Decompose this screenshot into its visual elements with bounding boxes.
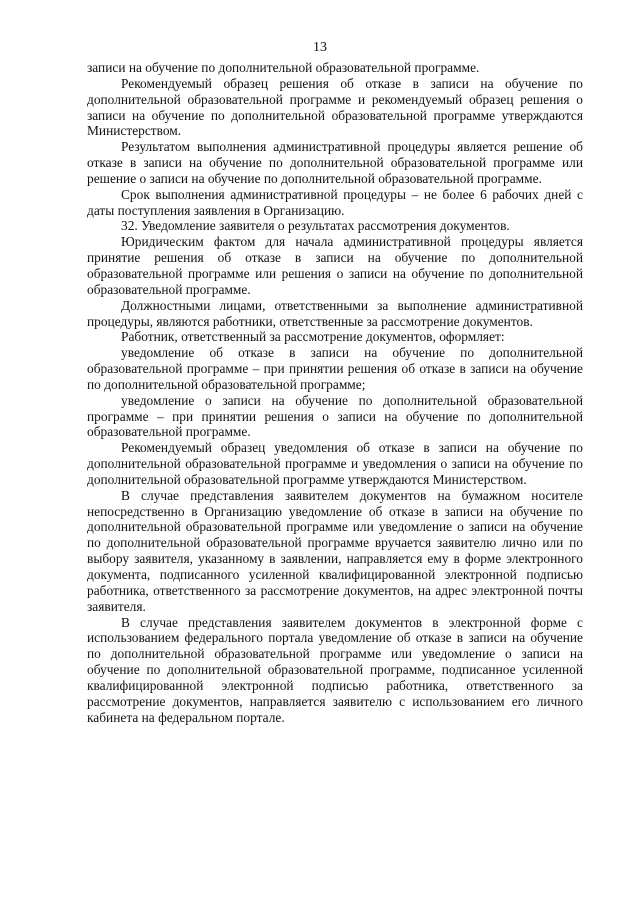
paragraph-enrollment-notice: уведомление о записи на обучение по дополнительной образовательной программе – при принятии решения о записи на обучение по дополнительной образовательной программе. — [87, 392, 583, 440]
paragraph-continuation: записи на обучение по дополнительной образовательной программе. — [87, 60, 480, 75]
paragraph-officials: Должностными лицами, ответственными за выполнение административной процедуры, являются работники, ответственные за рассмотрение документов. — [87, 297, 583, 329]
paragraph-sample-decision: Рекомендуемый образец решения об отказе в записи на обучение по дополнительной образовательной программе и рекомендуемый образец решения о записи на обучение по дополнительной образовательной программе утверждаются Министерством. — [87, 75, 583, 139]
page-number: 13 — [313, 40, 327, 55]
body-text — [87, 60, 583, 725]
paragraph-procedure-result: Результатом выполнения административной процедуры является решение об отказе в записи на обучение по дополнительной образовательной программе или решение о записи на обучение по дополнительной образовательной программе. — [87, 139, 583, 186]
paragraph-legal-fact: Юридическим фактом для начала административной процедуры является принятие решения об отказе в записи на обучение по дополнительной образовательной программе или решения о записи на обучение по дополнительной образовательной программе. — [87, 234, 583, 297]
paragraph-electronic-submission: В случае представления заявителем документов в электронной форме с использованием федерального портала уведомление об отказе в записи на обучение по дополнительной образовательной программе или уведомление о записи на обучение по дополнительной образовательной программе, подписанное усиленной квалифицированной электронной подписью работника, ответственного за рассмотрение документов, направляется заявителю с использованием его личного кабинета на федеральном портале. — [87, 614, 583, 725]
section-heading-32: 32. Уведомление заявителя о результатах рассмотрения документов. — [121, 218, 510, 234]
paragraph-sample-notice: Рекомендуемый образец уведомления об отказе в записи на обучение по дополнительной образовательной программе и уведомления о записи на обучение по дополнительной образовательной программе утверждаются Министерством. — [87, 440, 583, 487]
paragraph-refusal-notice: уведомление об отказе в записи на обучение по дополнительной образовательной программе – при принятии решения об отказе в записи на обучение по дополнительной образовательной программе; — [87, 345, 583, 392]
paragraph-paper-submission: В случае представления заявителем документов на бумажном носителе непосредственно в Организацию уведомление об отказе в записи на обучение по дополнительной образовательной программе или уведомление о записи на обучение по дополнительной образовательной программе вручается заявителю лично или по выбору заявителя, указанному в заявлении, направляется ему в форме электронного документа, подписанного усиленной квалифицированной электронной подписью работника, ответственного за рассмотрение документов, на адрес электронной почты заявителя. — [87, 487, 583, 614]
paragraph-employee-issues: Работник, ответственный за рассмотрение документов, оформляет: — [121, 329, 505, 345]
paragraph-deadline: Срок выполнения административной процедуры – не более 6 рабочих дней с даты поступления заявления в Организацию. — [87, 186, 583, 218]
